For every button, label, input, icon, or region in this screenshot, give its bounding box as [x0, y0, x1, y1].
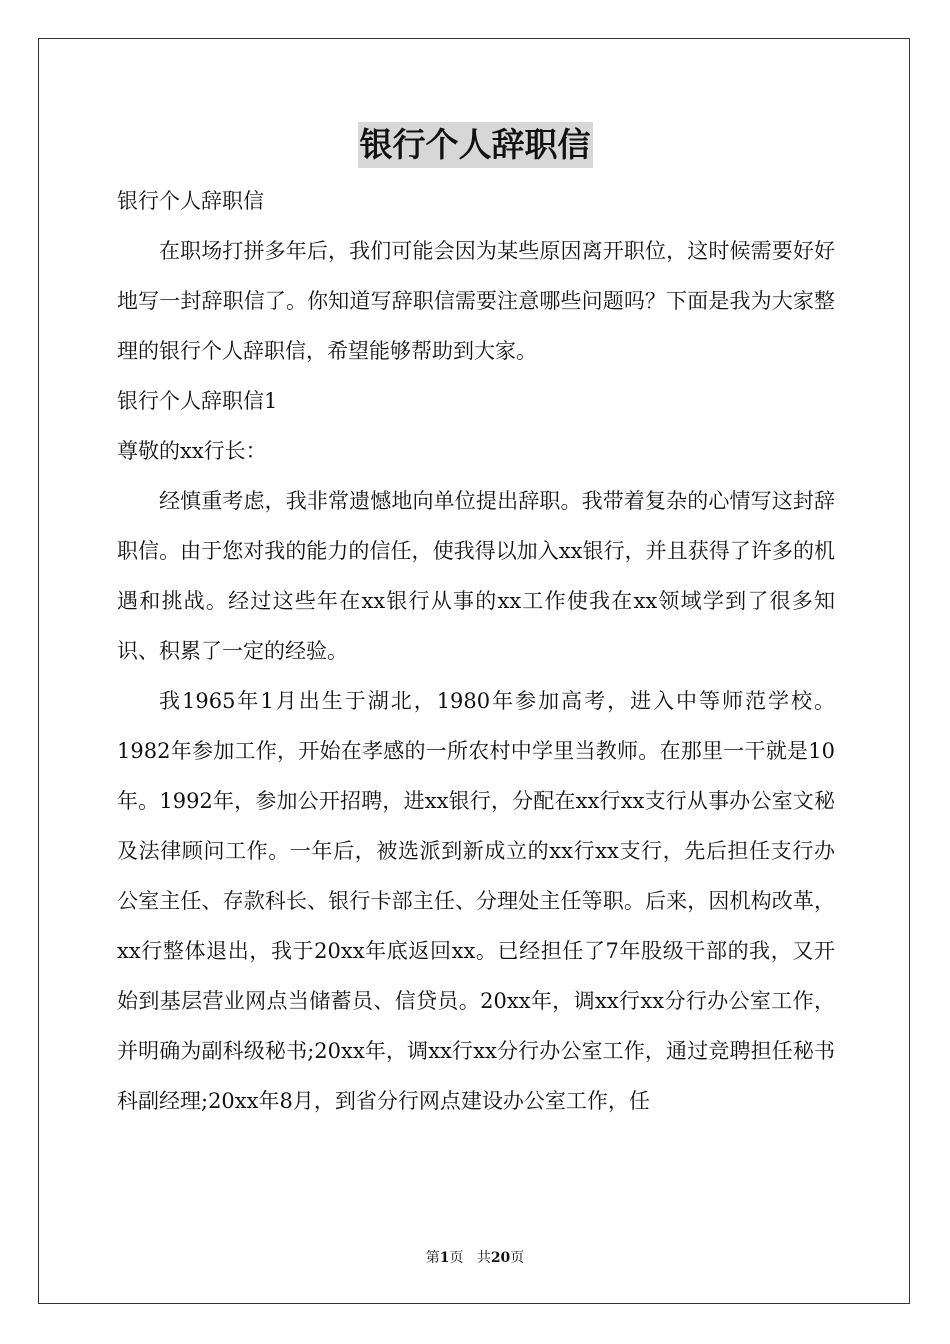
document-subtitle: 银行个人辞职信	[117, 189, 264, 213]
document-title: 银行个人辞职信	[358, 122, 593, 168]
total-prefix: 共	[476, 1250, 491, 1266]
section-heading: 银行个人辞职信1	[117, 389, 278, 413]
page-number: 1	[439, 1250, 450, 1266]
document-body	[117, 176, 835, 1126]
total-pages: 20	[490, 1250, 511, 1266]
salutation: 尊敬的xx行长：	[117, 439, 267, 463]
body-paragraph: 经慎重考虑，我非常遗憾地向单位提出辞职。我带着复杂的心情写这封辞职信。由于您对我的能力的信任，使我得以加入xx银行，并且获得了许多的机遇和挑战。经过这些年在xx银行从事的xx工作使我在xx领域学到了很多知识、积累了一定的经验。	[117, 489, 835, 663]
page-footer	[0, 1248, 950, 1268]
total-suffix: 页	[510, 1250, 525, 1266]
title-container	[0, 122, 950, 168]
body-paragraph: 我1965年1月出生于湖北，1980年参加高考，进入中等师范学校。1982年参加工作，开始在孝感的一所农村中学里当教师。在那里一干就是10年。1992年，参加公开招聘，进xx银行，分配在xx行xx支行从事办公室文秘及法律顾问工作。一年后，被选派到新成立的xx行xx支行，先后担任支行办公室主任、存款科长、银行卡部主任、分理处主任等职。后来，因机构改革，xx行整体退出，我于20xx年底返回xx。已经担任了7年股级干部的我，又开始到基层营业网点当储蓄员、信贷员。20xx年，调xx行xx分行办公室工作，并明确为副科级秘书;20xx年，调xx行xx分行办公室工作，通过竞聘担任秘书科副经理;20xx年8月，到省分行网点建设办公室工作，任	[117, 689, 835, 1113]
page-prefix: 第	[425, 1250, 440, 1266]
intro-paragraph: 在职场打拼多年后，我们可能会因为某些原因离开职位，这时候需要好好地写一封辞职信了。你知道写辞职信需要注意哪些问题吗？下面是我为大家整理的银行个人辞职信，希望能够帮助到大家。	[117, 239, 835, 363]
page-suffix: 页	[449, 1250, 464, 1266]
